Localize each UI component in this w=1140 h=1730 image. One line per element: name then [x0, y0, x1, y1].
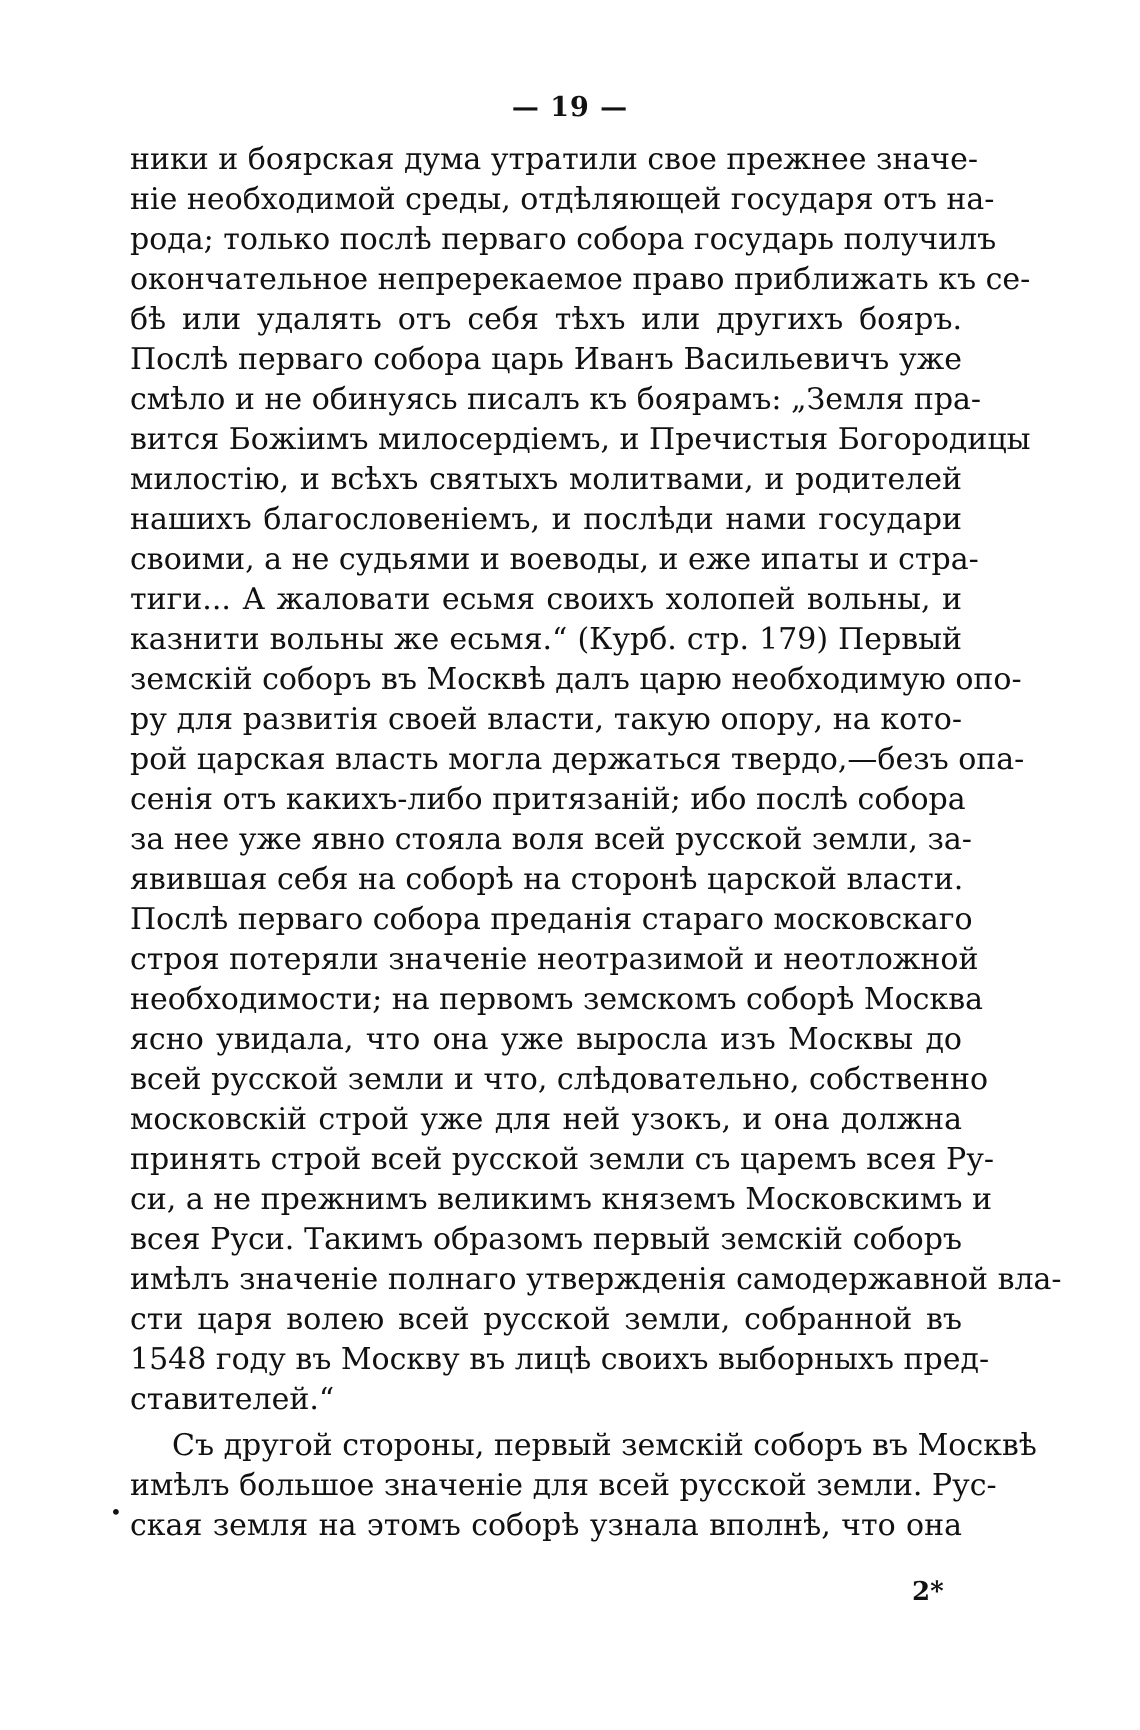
text-line: вится Божіимъ милосердіемъ, и Пречистыя Богородицы [130, 422, 1031, 457]
text-line: всея Руси. Такимъ образомъ первый земскій соборъ [130, 1222, 962, 1257]
text-line: имѣлъ значеніе полнаго утвержденія самодержавной вла- [130, 1262, 1062, 1297]
text-line: земскій соборъ въ Москвѣ далъ царю необходимую опо- [130, 662, 1022, 697]
text-line: Съ другой стороны, первый земскій соборъ въ Москвѣ [172, 1428, 1037, 1463]
text-line: окончательное непререкаемое право приближать къ се- [130, 262, 1031, 297]
text-line: явившая себя на соборѣ на сторонѣ царской власти. [130, 862, 964, 897]
text-line: ру для развитія своей власти, такую опору, на кото- [130, 702, 962, 737]
text-line: московскій строй уже для ней узокъ, и она должна [130, 1102, 962, 1137]
text-line: си, а не прежнимъ великимъ княземъ Московскимъ и [130, 1182, 993, 1217]
text-line: строя потеряли значеніе неотразимой и неотложной [130, 942, 979, 977]
text-line: казнити вольны же есьмя.“ (Курб. стр. 179) Первый [130, 622, 962, 657]
page-number: — 19 — [511, 92, 629, 123]
text-line: сти царя волею всей русской земли, собранной въ [130, 1302, 962, 1337]
text-line: Послѣ перваго собора царь Иванъ Васильевичъ уже [130, 342, 962, 377]
text-line: милостію, и всѣхъ святыхъ молитвами, и родителей [130, 462, 962, 497]
text-line: рой царская власть могла держаться твердо,—безъ опа- [130, 742, 1025, 777]
text-line: ніе необходимой среды, отдѣляющей государя отъ на- [130, 182, 995, 217]
text-line: смѣло и не обинуясь писалъ къ боярамъ: „Земля пра- [130, 382, 982, 417]
text-line: ставителей.“ [130, 1382, 335, 1417]
text-line: сенія отъ какихъ-либо притязаній; ибо послѣ собора [130, 782, 966, 817]
text-line: всей русской земли и что, слѣдовательно, собственно [130, 1062, 989, 1097]
margin-dot-mark: • [110, 1500, 122, 1524]
printer-signature-mark: 2* [912, 1577, 944, 1607]
text-line: своими, а не судьями и воеводы, и еже ипаты и стра- [130, 542, 979, 577]
paragraph-2 [130, 1426, 1037, 1546]
text-line: ясно увидала, что она уже выросла изъ Москвы до [130, 1022, 962, 1057]
text-line: 1548 году въ Москву въ лицѣ своихъ выборныхъ пред- [130, 1342, 990, 1377]
text-line: ская земля на этомъ соборѣ узнала вполнѣ, что она [130, 1508, 962, 1543]
text-line: Послѣ перваго собора преданія стараго московскаго [130, 902, 973, 937]
text-line: имѣлъ большое значеніе для всей русской земли. Рус- [130, 1468, 997, 1503]
text-line: необходимости; на первомъ земскомъ соборѣ Москва [130, 982, 983, 1017]
text-line: ники и боярская дума утратили свое прежнее значе- [130, 142, 978, 177]
text-line: тиги... А жаловати есьмя своихъ холопей вольны, и [130, 582, 962, 617]
text-line: принять строй всей русской земли съ царемъ всея Ру- [130, 1142, 994, 1177]
text-line: рода; только послѣ перваго собора государь получилъ [130, 222, 997, 257]
text-line: за нее уже явно стояла воля всей русской земли, за- [130, 822, 972, 857]
text-line: бѣ или удалять отъ себя тѣхъ или другихъ бояръ. [130, 302, 962, 337]
text-line: нашихъ благословеніемъ, и послѣди нами государи [130, 502, 962, 537]
body-text [130, 140, 1062, 1546]
paragraph-1 [130, 140, 1062, 1420]
